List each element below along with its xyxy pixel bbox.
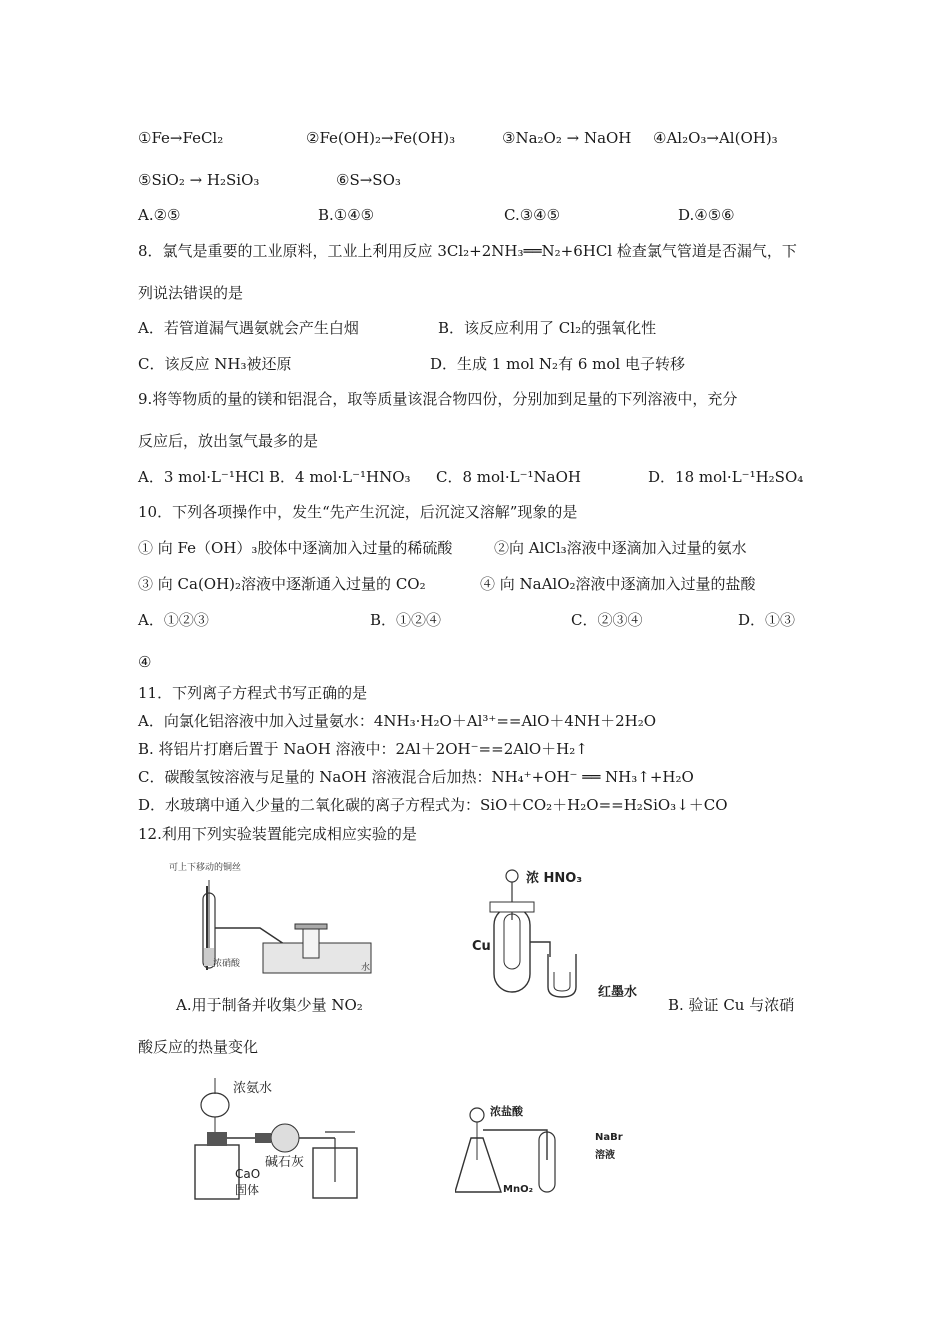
q7-option-2: ②Fe(OH)₂→Fe(OH)₃ (306, 129, 456, 147)
figure-c-label-solid: 固体 (235, 1183, 260, 1197)
figure-a-caption: A.用于制备并收集少量 NO₂ (176, 996, 363, 1014)
figure-b-apparatus (470, 862, 670, 1002)
q7-option-5: ⑤SiO₂ → H₂SiO₃ (138, 171, 260, 189)
figure-a-apparatus (165, 858, 375, 983)
figure-d-label-hcl: 浓盐酸 (490, 1105, 523, 1118)
q7-answer-b: B.①④⑤ (318, 206, 375, 224)
q9-stem-line1: 9.将等物质的量的镁和铝混合，取等质量该混合物四份，分别加到足量的下列溶液中，充分 (138, 390, 738, 408)
q10-item-4: ④ 向 NaAlO₂溶液中逐滴加入过量的盐酸 (480, 575, 756, 593)
figure-b-caption: B. 验证 Cu 与浓硝 (668, 996, 795, 1014)
figure-c-label-lime: 碱石灰 (265, 1155, 305, 1170)
q10-item-3: ③ 向 Ca(OH)₂溶液中逐渐通入过量的 CO₂ (138, 575, 426, 593)
figure-b-label-ink: 红墨水 (598, 985, 638, 1000)
q11-option-c: C．碳酸氢铵溶液与足量的 NaOH 溶液混合后加热：NH₄⁺+OH⁻ ══ NH₃↑+H₂O (138, 768, 694, 786)
figure-b-label-acid: 浓 HNO₃ (526, 871, 583, 886)
figure-c-label-ammonia: 浓氨水 (233, 1081, 273, 1096)
q7-option-3: ③Na₂O₂ → NaOH (502, 129, 632, 147)
figure-d-label-nabr: NaBr (595, 1132, 623, 1143)
q8-option-b: B．该反应利用了 Cl₂的强氧化性 (438, 319, 657, 337)
q10-option-d: D．①③ (738, 611, 796, 629)
q10-stem: 10．下列各项操作中，发生“先产生沉淀，后沉淀又溶解”现象的是 (138, 503, 578, 521)
q10-option-d-continued: ④ (138, 653, 152, 671)
q10-item-1: ① 向 Fe（OH）₃胶体中逐滴加入过量的稀硫酸 (138, 539, 453, 557)
figure-c-apparatus (185, 1070, 375, 1202)
q10-item-2: ②向 AlCl₃溶液中逐滴加入过量的氨水 (494, 539, 747, 557)
q11-option-a: A．向氯化铝溶液中加入过量氨水：4NH₃·H₂O＋Al³⁺==AlO＋4NH＋2H₂O (138, 712, 657, 730)
figure-d-label-mno2: MnO₂ (503, 1184, 533, 1195)
q9-option-ab: A．3 mol·L⁻¹HCl B．4 mol·L⁻¹HNO₃ (138, 468, 411, 486)
q7-answer-d: D.④⑤⑥ (678, 206, 735, 224)
figure-d-label-solution: 溶液 (595, 1150, 615, 1161)
q8-stem-line1: 8．氯气是重要的工业原料，工业上利用反应 3Cl₂+2NH₃══N₂+6HCl 检查氯气管道是否漏气，下 (138, 242, 797, 260)
q7-option-4: ④Al₂O₃→Al(OH)₃ (653, 129, 778, 147)
q7-answer-c: C.③④⑤ (504, 206, 561, 224)
q10-option-c: C．②③④ (571, 611, 643, 629)
q9-option-c: C．8 mol·L⁻¹NaOH (436, 468, 581, 486)
q8-option-d: D．生成 1 mol N₂有 6 mol 电子转移 (430, 355, 685, 373)
q7-answer-a: A.②⑤ (138, 206, 181, 224)
q9-stem-line2: 反应后，放出氢气最多的是 (138, 432, 319, 450)
q11-option-d: D．水玻璃中通入少量的二氧化碳的离子方程式为：SiO＋CO₂＋H₂O==H₂SiO₃↓＋CO (138, 796, 728, 814)
figure-c-label-cao: CaO (235, 1167, 261, 1181)
figure-d-apparatus (455, 1100, 635, 1200)
q7-option-1: ①Fe→FeCl₂ (138, 129, 224, 147)
q10-option-b: B．①②④ (370, 611, 442, 629)
q11-stem: 11．下列离子方程式书写正确的是 (138, 684, 368, 702)
figure-a-label-acid: 浓硝酸 (213, 959, 241, 969)
figure-b-label-cu: Cu (472, 939, 491, 954)
figure-b-caption-continued: 酸反应的热量变化 (138, 1038, 259, 1056)
q8-option-a: A．若管道漏气遇氨就会产生白烟 (138, 319, 359, 337)
q9-option-d: D．18 mol·L⁻¹H₂SO₄ (648, 468, 804, 486)
q8-option-c: C．该反应 NH₃被还原 (138, 355, 292, 373)
figure-a-label-copper-wire: 可上下移动的铜丝 (169, 863, 242, 873)
q11-option-b: B. 将铝片打磨后置于 NaOH 溶液中：2Al＋2OH⁻==2AlO＋H₂↑ (138, 740, 588, 758)
q8-stem-line2: 列说法错误的是 (138, 284, 244, 302)
figure-a-label-water: 水 (361, 963, 371, 973)
q10-option-a: A．①②③ (138, 611, 209, 629)
q12-stem: 12.利用下列实验装置能完成相应实验的是 (138, 825, 417, 843)
q7-option-6: ⑥S→SO₃ (336, 171, 401, 189)
